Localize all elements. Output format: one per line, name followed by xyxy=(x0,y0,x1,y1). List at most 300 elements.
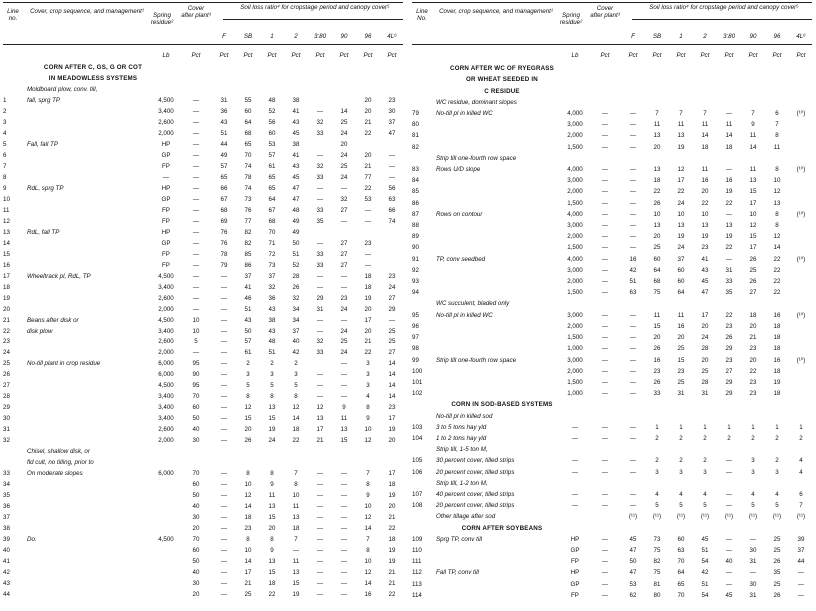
cell-value: 78 xyxy=(244,173,252,181)
cell-value: — xyxy=(340,371,348,379)
cell-value: 47 xyxy=(629,546,637,554)
table-row xyxy=(3,85,403,96)
cell-value: 24 xyxy=(340,173,348,181)
table-row xyxy=(412,523,812,534)
cell-value: 53 xyxy=(268,140,276,148)
cell-value: 65 xyxy=(244,140,252,148)
cell-value: 26 xyxy=(773,558,781,566)
cell-value: 15 xyxy=(292,580,300,588)
cell-value: 51 xyxy=(701,546,709,554)
cell-value: — xyxy=(601,289,609,297)
cell-value: — xyxy=(220,338,228,346)
cell-value: 30 xyxy=(749,580,757,588)
cell-value: — xyxy=(340,393,348,401)
cell-value: FP xyxy=(571,591,579,599)
cell-value: 25 xyxy=(244,591,252,599)
cell-value: 19 xyxy=(388,492,396,500)
row-description: Moldboard plow, conv. till, xyxy=(27,85,98,93)
cell-value: 3 xyxy=(751,457,755,465)
cell-value: 12 xyxy=(292,404,300,412)
cell-value: 1,500 xyxy=(567,289,583,297)
cell-value: 7 xyxy=(799,502,803,510)
cell-value: — xyxy=(601,468,609,476)
cell-value: 3,000 xyxy=(567,356,583,364)
cell-value: 6 xyxy=(775,110,779,118)
cell-value: — xyxy=(220,525,228,533)
cell-value: 42 xyxy=(292,349,300,357)
cell-value: — xyxy=(629,390,637,398)
cell-value: 65 xyxy=(268,173,276,181)
row-description: 1 to 2 tons hay yld xyxy=(436,434,487,442)
cell-value: — xyxy=(192,217,200,225)
cell-value: 18 xyxy=(773,345,781,353)
cell-value: 60 xyxy=(192,481,200,489)
row-description: WC residue, dominant slopes xyxy=(436,98,517,106)
cell-value: — xyxy=(340,184,348,192)
unit-label: Pct xyxy=(387,52,397,59)
cell-value: — xyxy=(220,272,228,280)
cell-value: 65 xyxy=(220,173,228,181)
cell-value: — xyxy=(220,404,228,412)
line-number: 7 xyxy=(3,162,7,170)
row-description: TP, conv seedbed xyxy=(436,255,486,263)
line-number: 26 xyxy=(3,371,10,379)
cell-value: 2 xyxy=(679,434,683,442)
table-row xyxy=(412,545,812,556)
cell-value: 9 xyxy=(366,492,370,500)
cell-value: 33 xyxy=(316,129,324,137)
cell-value: — xyxy=(725,468,733,476)
line-number: 15 xyxy=(3,250,10,258)
cell-value: 19 xyxy=(677,233,685,241)
line-number: 24 xyxy=(3,349,10,357)
line-number: 4 xyxy=(3,129,7,137)
table-row xyxy=(412,265,812,276)
cell-value: (¹¹) xyxy=(724,513,734,521)
cell-value: 19 xyxy=(677,143,685,151)
cell-value: 4,500 xyxy=(158,96,174,104)
cell-value: 63 xyxy=(677,546,685,554)
cell-value: 5 xyxy=(270,382,274,390)
cell-value: 17 xyxy=(244,569,252,577)
cell-value: 8 xyxy=(294,393,298,401)
cell-value: 18 xyxy=(244,514,252,522)
cell-value: 2 xyxy=(703,457,707,465)
cell-value: — xyxy=(340,591,348,599)
line-number: 1 xyxy=(3,96,7,104)
cell-value: — xyxy=(220,305,228,313)
line-number: 100 xyxy=(412,367,423,375)
cell-value: — xyxy=(629,110,637,118)
cell-value: 8 xyxy=(775,222,779,230)
table-row xyxy=(412,74,812,85)
cell-value: 21 xyxy=(316,437,324,445)
cell-value: 13 xyxy=(292,514,300,522)
cell-value: 8 xyxy=(294,481,298,489)
cell-value: 23 xyxy=(653,367,661,375)
right-table xyxy=(412,0,812,611)
cell-value: 13 xyxy=(268,404,276,412)
cell-value: — xyxy=(340,272,348,280)
cell-value: — xyxy=(220,514,228,522)
cell-value: 20 xyxy=(364,96,372,104)
cell-value: — xyxy=(340,217,348,225)
cell-value: 20 xyxy=(364,305,372,313)
cell-value: 10 xyxy=(364,558,372,566)
cell-value: 29 xyxy=(316,294,324,302)
cell-value: 13 xyxy=(292,569,300,577)
cell-value: — xyxy=(601,367,609,375)
cell-value: 11 xyxy=(749,166,757,174)
cell-value: 33 xyxy=(316,349,324,357)
cell-value: 27 xyxy=(340,250,348,258)
row-description: Fall TP, conv till xyxy=(436,569,479,577)
cell-value: 72 xyxy=(268,250,276,258)
cell-value: 35 xyxy=(773,569,781,577)
cell-value: 43 xyxy=(292,162,300,170)
cell-value: 14 xyxy=(388,371,396,379)
cell-value: 44 xyxy=(220,140,228,148)
row-description: Beans after disk or xyxy=(27,316,79,324)
cell-value: 14 xyxy=(773,244,781,252)
cell-value: 14 xyxy=(244,558,252,566)
cell-value: 31 xyxy=(677,390,685,398)
table-row xyxy=(412,63,812,74)
cell-value: 50 xyxy=(192,415,200,423)
table-row xyxy=(412,287,812,298)
cell-value: 8 xyxy=(366,481,370,489)
cell-value: 22 xyxy=(653,188,661,196)
stage-header: 2 xyxy=(294,33,298,40)
line-number: 17 xyxy=(3,272,10,280)
cell-value: 20 xyxy=(340,140,348,148)
cell-value: 64 xyxy=(677,289,685,297)
cell-value: — xyxy=(601,233,609,241)
cell-value: 75 xyxy=(653,569,661,577)
cell-value: 42 xyxy=(629,266,637,274)
cell-value: 19 xyxy=(388,558,396,566)
cell-value: 26 xyxy=(749,278,757,286)
cell-value: — xyxy=(316,547,324,555)
cell-value: 20 xyxy=(364,151,372,159)
cell-value: 1,500 xyxy=(567,199,583,207)
cell-value: GP xyxy=(570,546,580,554)
cell-value: — xyxy=(725,457,733,465)
cell-value: 43 xyxy=(268,327,276,335)
cell-value: 73 xyxy=(244,195,252,203)
cell-value: — xyxy=(192,140,200,148)
cell-value: 26 xyxy=(292,283,300,291)
cell-value: 7 xyxy=(655,110,659,118)
cell-value: 8 xyxy=(246,470,250,478)
cell-value: — xyxy=(629,132,637,140)
row-description: Other tillage after sod xyxy=(436,513,496,521)
cell-value: 21 xyxy=(364,162,372,170)
line-number: 93 xyxy=(412,278,419,286)
line-number: 85 xyxy=(412,188,419,196)
cell-value: 64 xyxy=(244,118,252,126)
cell-value: — xyxy=(316,591,324,599)
cell-value: 2,000 xyxy=(567,132,583,140)
cell-value: 18 xyxy=(773,390,781,398)
cell-value: 33 xyxy=(316,173,324,181)
cell-value: — xyxy=(364,206,372,214)
row-description: Strip till, 1-2 ton M, xyxy=(436,479,488,487)
line-number: 114 xyxy=(412,591,422,599)
line-number: 37 xyxy=(3,514,10,522)
cell-value: 40 xyxy=(192,569,200,577)
cell-value: — xyxy=(571,434,579,442)
cell-value: 81 xyxy=(653,580,661,588)
table-row xyxy=(3,469,403,480)
cell-value: 3,000 xyxy=(567,266,583,274)
cell-value: — xyxy=(220,294,228,302)
cell-value: — xyxy=(316,151,324,159)
cell-value: 54 xyxy=(701,558,709,566)
table-row xyxy=(3,228,403,239)
line-number: 87 xyxy=(412,210,419,218)
cell-value: 25 xyxy=(388,338,396,346)
cell-value: 11 xyxy=(749,132,757,140)
cell-value: 11 xyxy=(701,166,709,174)
cell-value: 27 xyxy=(388,294,396,302)
row-description: Sprg TP, conv till xyxy=(436,535,482,543)
cell-value: — xyxy=(601,199,609,207)
header-top-rule xyxy=(412,2,812,3)
cell-value: 4 xyxy=(366,393,370,401)
cell-value: — xyxy=(725,255,733,263)
cell-value: HP xyxy=(570,535,580,543)
table-row xyxy=(412,355,812,366)
cell-value: (¹¹) xyxy=(628,513,638,521)
cell-value: 15 xyxy=(749,233,757,241)
cell-value: 20 xyxy=(388,503,396,511)
cell-value: 16 xyxy=(364,591,372,599)
cell-value: 25 xyxy=(701,367,709,375)
cell-value: — xyxy=(220,547,228,555)
cell-value: 1 xyxy=(799,423,803,431)
table-row xyxy=(3,74,403,85)
cell-value: 2,600 xyxy=(158,294,174,302)
cell-value: 31 xyxy=(701,390,709,398)
row-description: RdL, sprg TP xyxy=(27,184,64,192)
cell-value: 25 xyxy=(773,546,781,554)
cell-value: 3,400 xyxy=(158,327,174,335)
cell-value: 30 xyxy=(388,107,396,115)
cell-value: 49 xyxy=(220,151,228,159)
table-row xyxy=(412,489,812,500)
table-row xyxy=(412,332,812,343)
cell-value: 5 xyxy=(775,502,779,510)
cell-value: — xyxy=(316,580,324,588)
line-number: 2 xyxy=(3,107,7,115)
cell-value: 8 xyxy=(246,393,250,401)
cell-value: 11 xyxy=(725,121,733,129)
cell-value: 54 xyxy=(701,591,709,599)
row-description: No-till pl in killed sod xyxy=(436,412,493,420)
cell-value: 60 xyxy=(244,107,252,115)
cell-value: — xyxy=(220,360,228,368)
table-row xyxy=(412,343,812,354)
cell-value: — xyxy=(725,546,733,554)
cell-value: 3,400 xyxy=(158,404,174,412)
cell-value: — xyxy=(316,470,324,478)
cell-value: 21 xyxy=(749,334,757,342)
stage-header: 2 xyxy=(703,33,707,40)
cell-value: 4 xyxy=(799,457,803,465)
line-number: 27 xyxy=(3,382,10,390)
row-description: Strip till one-fourth row space xyxy=(436,154,517,162)
cell-value: — xyxy=(220,569,228,577)
cell-value: 60 xyxy=(268,129,276,137)
cell-value: 2,600 xyxy=(158,118,174,126)
cell-value: 50 xyxy=(629,558,637,566)
table-row xyxy=(3,118,403,129)
cell-value: 10 xyxy=(364,426,372,434)
cell-value: 13 xyxy=(749,177,757,185)
table-row xyxy=(3,140,403,151)
cell-value: 3,000 xyxy=(567,177,583,185)
cell-value: — xyxy=(316,371,324,379)
cell-value: — xyxy=(725,210,733,218)
cell-value: — xyxy=(316,569,324,577)
cell-value: 4,500 xyxy=(158,382,174,390)
cell-value: 35 xyxy=(316,217,324,225)
cell-value: — xyxy=(316,327,324,335)
table-row xyxy=(412,231,812,242)
row-description: C RESIDUE xyxy=(484,87,520,95)
table-row xyxy=(3,261,403,272)
table-row xyxy=(3,392,403,403)
line-number: 28 xyxy=(3,393,10,401)
cell-value: — xyxy=(629,210,637,218)
line-number: 44 xyxy=(3,591,10,599)
cell-value: 82 xyxy=(244,239,252,247)
row-description: Strip till one-fourth row space xyxy=(436,356,517,364)
unit-label: Pct xyxy=(748,52,758,59)
cell-value: 7 xyxy=(751,110,755,118)
cell-value: (¹⁰) xyxy=(796,210,806,218)
cell-value: 12 xyxy=(364,437,372,445)
cell-value: 33 xyxy=(725,278,733,286)
cell-value: 31 xyxy=(725,266,733,274)
stage-header: 4L⁶ xyxy=(796,33,806,40)
cell-value: — xyxy=(192,162,200,170)
cell-value: 20 xyxy=(749,322,757,330)
cell-value: — xyxy=(601,490,609,498)
cell-value: 45 xyxy=(292,173,300,181)
table-row xyxy=(412,411,812,422)
cell-value: 15 xyxy=(677,356,685,364)
line-number: 18 xyxy=(3,283,10,291)
cell-value: 43 xyxy=(701,266,709,274)
cell-value: — xyxy=(364,217,372,225)
cell-value: 90 xyxy=(192,371,200,379)
line-number: 9 xyxy=(3,184,7,192)
cell-value: 67 xyxy=(268,206,276,214)
row-description: No-till pl in killed WC xyxy=(436,110,493,118)
cell-value: 12 xyxy=(773,233,781,241)
cell-value: 16 xyxy=(653,356,661,364)
row-description: Wheeltrack pl, RdL, TP xyxy=(27,272,91,280)
cell-value: 71 xyxy=(268,239,276,247)
cell-value: — xyxy=(340,481,348,489)
cell-value: 3 xyxy=(775,468,779,476)
cell-value: — xyxy=(340,470,348,478)
cell-value: 52 xyxy=(268,107,276,115)
cell-value: 53 xyxy=(629,580,637,588)
cell-value: 45 xyxy=(629,535,637,543)
cell-value: — xyxy=(220,349,228,357)
cell-value: 43 xyxy=(220,118,228,126)
cell-value: — xyxy=(316,195,324,203)
table-row xyxy=(412,254,812,265)
cell-value: 4,500 xyxy=(158,536,174,544)
row-description: CORN AFTER C, GS, G OR COT xyxy=(43,63,143,71)
cell-value: — xyxy=(601,210,609,218)
cell-value: 73 xyxy=(268,261,276,269)
cell-value: — xyxy=(725,502,733,510)
line-number: 19 xyxy=(3,294,10,302)
table-row xyxy=(3,359,403,370)
cell-value: 17 xyxy=(364,316,372,324)
cell-value: 13 xyxy=(340,426,348,434)
line-number: 6 xyxy=(3,151,7,159)
cell-value: 60 xyxy=(677,278,685,286)
cell-value: — xyxy=(192,129,200,137)
unit-label: Lb xyxy=(571,52,579,59)
cell-value: 23 xyxy=(340,294,348,302)
cell-value: 2,000 xyxy=(567,278,583,286)
cell-value: 19 xyxy=(701,233,709,241)
row-description: Rows U/D slope xyxy=(436,166,481,174)
cell-value: — xyxy=(797,569,805,577)
cell-value: 33 xyxy=(653,390,661,398)
cell-value: FP xyxy=(162,261,170,269)
table-row xyxy=(412,321,812,332)
cell-value: 3 xyxy=(366,360,370,368)
cell-value: 51 xyxy=(244,305,252,313)
line-number: 5 xyxy=(3,140,7,148)
cell-value: 24 xyxy=(701,334,709,342)
cell-value: 20 xyxy=(364,107,372,115)
cell-value: 61 xyxy=(268,162,276,170)
line-number: 36 xyxy=(3,503,10,511)
table-row xyxy=(412,198,812,209)
table-row xyxy=(412,534,812,545)
cell-value: — xyxy=(629,166,637,174)
stage-header: F xyxy=(631,33,635,40)
cell-value: — xyxy=(192,206,200,214)
cell-value: 11 xyxy=(292,558,300,566)
cell-value: 1 xyxy=(727,423,731,431)
cell-value: — xyxy=(601,311,609,319)
cell-value: 20 xyxy=(268,525,276,533)
cell-value: 41 xyxy=(244,283,252,291)
cell-value: — xyxy=(571,502,579,510)
table-row xyxy=(3,568,403,579)
cell-value: 3 xyxy=(270,371,274,379)
cell-value: 11 xyxy=(653,121,661,129)
line-number: 106 xyxy=(412,468,423,476)
line-number: 42 xyxy=(3,569,10,577)
cell-value: 22 xyxy=(773,278,781,286)
cell-value: 19 xyxy=(268,426,276,434)
cell-value: — xyxy=(601,266,609,274)
cell-value: 35 xyxy=(725,289,733,297)
line-number: 31 xyxy=(3,426,10,434)
units-row xyxy=(412,52,812,60)
